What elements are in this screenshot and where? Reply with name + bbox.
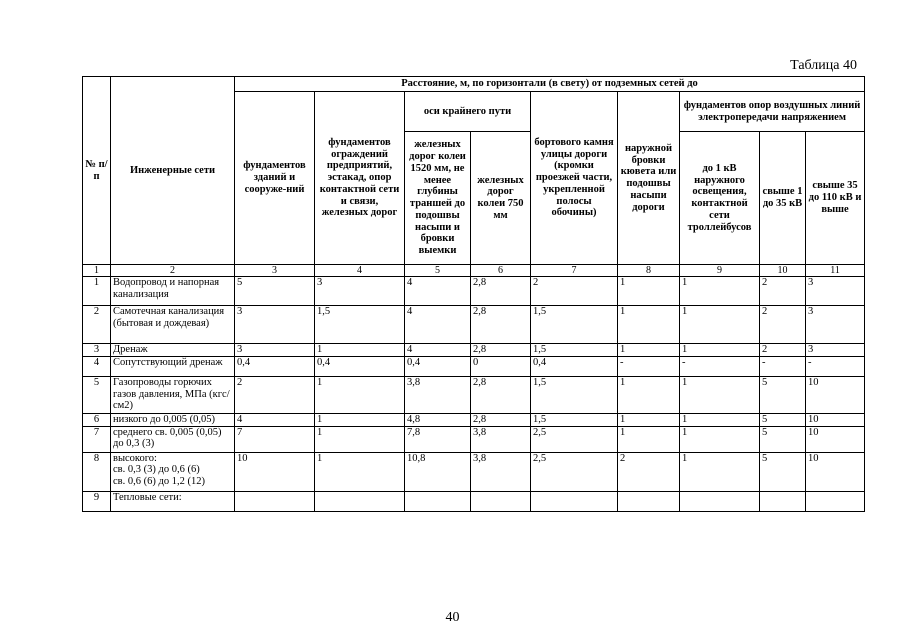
column-number: 11 <box>806 265 865 277</box>
header-foundations: фундаментов зданий и сооруже-ний <box>235 92 315 265</box>
column-number: 6 <box>471 265 531 277</box>
distance-value: 7 <box>235 426 315 452</box>
distance-value: - <box>806 356 865 376</box>
network-name: Газопроводы горючих газов давления, МПа (кгс/см2) <box>111 376 235 413</box>
header-35-to-110kv: свыше 35 до 110 кВ и выше <box>806 132 865 265</box>
column-number: 5 <box>405 265 471 277</box>
distance-value <box>618 491 680 511</box>
table-row <box>83 413 865 426</box>
distance-value: 1 <box>680 413 760 426</box>
distance-value: 1 <box>315 426 405 452</box>
distance-value: 4,8 <box>405 413 471 426</box>
row-number: 2 <box>83 306 111 344</box>
distance-value: 10 <box>806 413 865 426</box>
distance-value: 10 <box>806 426 865 452</box>
table-row <box>83 344 865 357</box>
distance-value: 1,5 <box>315 306 405 344</box>
header-track-axis: оси крайнего пути <box>405 92 531 132</box>
network-name: высокого: св. 0,3 (3) до 0,6 (6) св. 0,6 (6) до 1,2 (12) <box>111 452 235 491</box>
distance-value: 1 <box>680 452 760 491</box>
distance-value <box>760 491 806 511</box>
distance-value: 0,4 <box>405 356 471 376</box>
distance-value: 2,8 <box>471 277 531 306</box>
distance-value: 2 <box>760 306 806 344</box>
column-number-row <box>83 265 865 277</box>
distance-value: 1 <box>315 344 405 357</box>
header-num: № п/п <box>83 77 111 265</box>
distance-value: 0,4 <box>531 356 618 376</box>
distance-value: 1,5 <box>531 344 618 357</box>
distance-value: 2,8 <box>471 306 531 344</box>
distance-value: 10,8 <box>405 452 471 491</box>
header-power-lines: фундаментов опор воздушных линий электропередачи напряжением <box>680 92 865 132</box>
distance-value: 3,8 <box>471 452 531 491</box>
table-row <box>83 376 865 413</box>
column-number: 9 <box>680 265 760 277</box>
network-name: среднего св. 0,005 (0,05) до 0,3 (3) <box>111 426 235 452</box>
distance-value: 1 <box>618 306 680 344</box>
header-networks: Инженерные сети <box>111 77 235 265</box>
header-upto-1kv: до 1 кВ наружного освещения, контактной сети троллейбусов <box>680 132 760 265</box>
distance-value: 2,8 <box>471 376 531 413</box>
table-row <box>83 306 865 344</box>
distance-value: 5 <box>760 376 806 413</box>
distance-value: 3 <box>235 344 315 357</box>
page-number: 40 <box>445 610 460 625</box>
distance-value: 1,5 <box>531 376 618 413</box>
header-group-distance: Расстояние, м, по горизонтали (в свету) от подземных сетей до <box>235 77 865 92</box>
row-number: 1 <box>83 277 111 306</box>
distance-value: 1 <box>618 277 680 306</box>
row-number: 9 <box>83 491 111 511</box>
distance-value: 5 <box>235 277 315 306</box>
distance-value: 1 <box>618 344 680 357</box>
distance-value <box>806 491 865 511</box>
distance-value: 1 <box>680 376 760 413</box>
distance-value: 4 <box>235 413 315 426</box>
row-number: 6 <box>83 413 111 426</box>
network-name: Сопутствующий дренаж <box>111 356 235 376</box>
distance-value: 1,5 <box>531 306 618 344</box>
column-number: 7 <box>531 265 618 277</box>
column-number: 8 <box>618 265 680 277</box>
header-rail-1520: железных дорог колеи 1520 мм, не менее глубины траншей до подошвы насыпи и бровки выемки <box>405 132 471 265</box>
distance-value: 2,5 <box>531 452 618 491</box>
network-name: Тепловые сети: <box>111 491 235 511</box>
distance-value: 4 <box>405 344 471 357</box>
distance-value: 3 <box>235 306 315 344</box>
distance-value: 5 <box>760 452 806 491</box>
distance-value: 1 <box>315 452 405 491</box>
distance-value: 1 <box>680 306 760 344</box>
distance-value: 5 <box>760 426 806 452</box>
distance-value: 2 <box>235 376 315 413</box>
column-number: 2 <box>111 265 235 277</box>
network-name: Дренаж <box>111 344 235 357</box>
distance-value: - <box>760 356 806 376</box>
distance-value <box>471 491 531 511</box>
distance-value: 2,8 <box>471 413 531 426</box>
distance-value: 2 <box>618 452 680 491</box>
row-number: 5 <box>83 376 111 413</box>
distance-value: 3 <box>806 277 865 306</box>
network-name: Самотечная канализация (бытовая и дождевая) <box>111 306 235 344</box>
distance-value: 3,8 <box>471 426 531 452</box>
table-caption: Таблица 40 <box>790 58 857 73</box>
distance-value: 0,4 <box>315 356 405 376</box>
header-curb: бортового камня улицы дороги (кромки проезжей части, укрепленной полосы обочины) <box>531 92 618 265</box>
distance-value: 0,4 <box>235 356 315 376</box>
distance-value <box>405 491 471 511</box>
distance-value: 4 <box>405 306 471 344</box>
distance-value <box>315 491 405 511</box>
distance-value: - <box>680 356 760 376</box>
network-name: Водопровод и напорная канализация <box>111 277 235 306</box>
distance-value: 2,5 <box>531 426 618 452</box>
distance-value: 2,8 <box>471 344 531 357</box>
header-ditch: наружной бровки кювета или подошвы насыпи дороги <box>618 92 680 265</box>
distance-value: 1 <box>618 426 680 452</box>
distance-value: 5 <box>760 413 806 426</box>
distance-value: 1 <box>680 277 760 306</box>
distance-value: 0 <box>471 356 531 376</box>
header-rail-750: железных дорог колеи 750 мм <box>471 132 531 265</box>
row-number: 4 <box>83 356 111 376</box>
distance-value: 1 <box>618 376 680 413</box>
table-row <box>83 426 865 452</box>
distance-value: 1 <box>315 413 405 426</box>
column-number: 4 <box>315 265 405 277</box>
distance-value: 1,5 <box>531 413 618 426</box>
distance-value <box>235 491 315 511</box>
distance-value: 3 <box>806 306 865 344</box>
network-name: низкого до 0,005 (0,05) <box>111 413 235 426</box>
distance-value: 2 <box>531 277 618 306</box>
table-row <box>83 452 865 491</box>
row-number: 8 <box>83 452 111 491</box>
distance-value: 2 <box>760 344 806 357</box>
table-row <box>83 277 865 306</box>
distance-value: 10 <box>235 452 315 491</box>
table-row <box>83 356 865 376</box>
distance-value: - <box>618 356 680 376</box>
distance-value: 1 <box>618 413 680 426</box>
column-number: 10 <box>760 265 806 277</box>
distance-value: 3,8 <box>405 376 471 413</box>
distance-value <box>531 491 618 511</box>
distance-value: 3 <box>806 344 865 357</box>
column-number: 1 <box>83 265 111 277</box>
column-number: 3 <box>235 265 315 277</box>
distance-value: 4 <box>405 277 471 306</box>
row-number: 3 <box>83 344 111 357</box>
distance-value: 10 <box>806 452 865 491</box>
distances-table <box>82 76 865 512</box>
header-fences: фундаментов ограждений предприятий, эстакад, опор контактной сети и связи, железных дорог <box>315 92 405 265</box>
distance-value <box>680 491 760 511</box>
distance-value: 2 <box>760 277 806 306</box>
distance-value: 1 <box>680 426 760 452</box>
table-row <box>83 491 865 511</box>
distance-value: 3 <box>315 277 405 306</box>
distance-value: 1 <box>680 344 760 357</box>
row-number: 7 <box>83 426 111 452</box>
header-1-to-35kv: свыше 1 до 35 кВ <box>760 132 806 265</box>
distance-value: 10 <box>806 376 865 413</box>
distance-value: 7,8 <box>405 426 471 452</box>
distance-value: 1 <box>315 376 405 413</box>
